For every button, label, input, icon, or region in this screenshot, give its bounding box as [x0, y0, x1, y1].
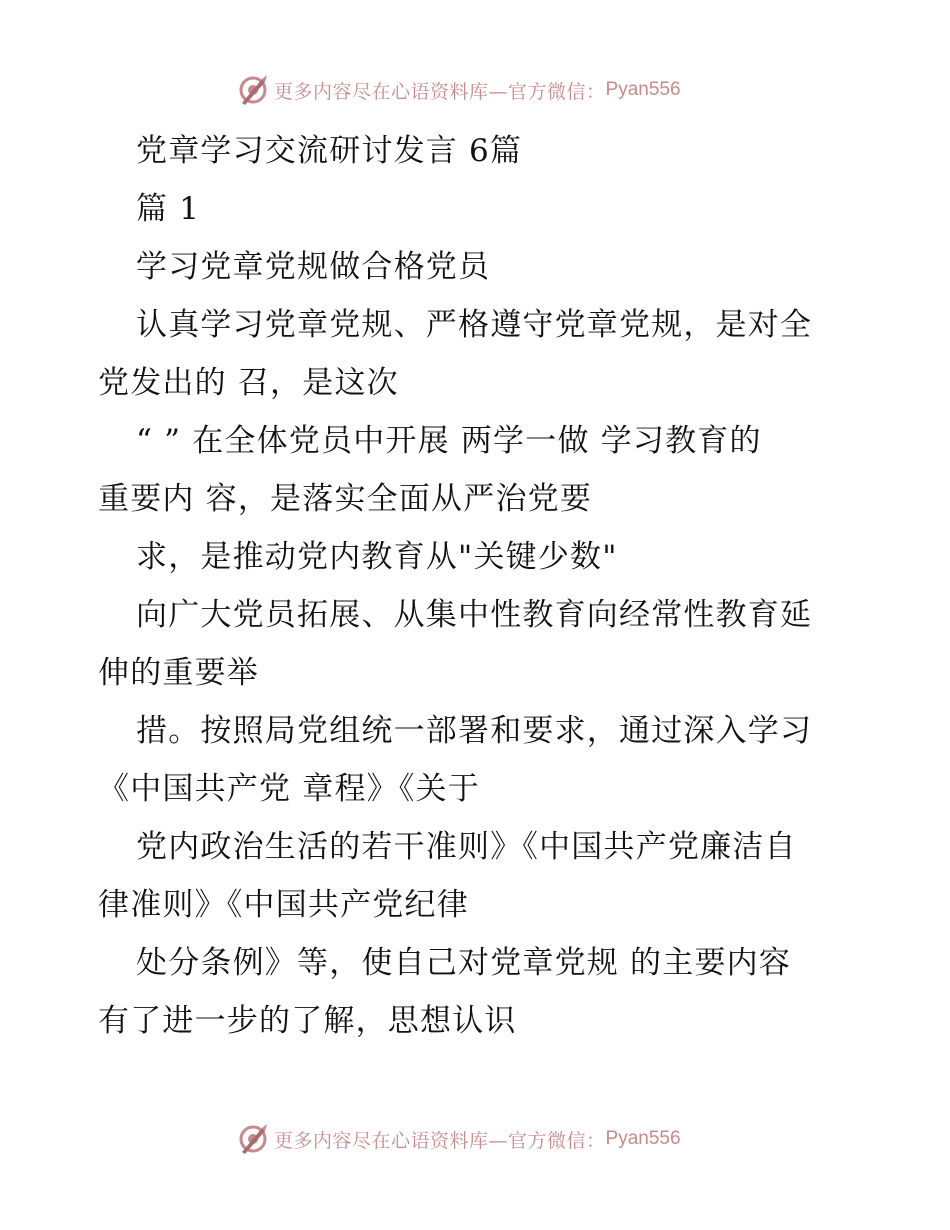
paragraph-line: 《中国共产党 章程》《关于 — [98, 771, 480, 807]
document-title: 党章学习交流研讨发言 6篇 — [136, 133, 523, 169]
paragraph-line: “ ” 在全体党员中开展 两学一做 学习教育的 — [136, 423, 762, 459]
paragraph-line: 重要内 容，是落实全面从严治党要 — [98, 481, 593, 517]
paragraph-line: 有了进一步的了解，思想认识 — [98, 1003, 517, 1039]
section-heading: 篇 1 — [136, 191, 201, 227]
paragraph-line: 向广大党员拓展、从集中性教育向经常性教育延 — [136, 597, 813, 633]
footer-wechat-id: Pyan556 — [605, 1128, 681, 1149]
article-title: 学习党章党规做合格党员 — [136, 249, 491, 285]
paragraph-line: 措。按照局党组统一部署和要求，通过深入学习 — [136, 713, 813, 749]
paragraph-line: 伸的重要举 — [98, 655, 259, 691]
footer-banner-text: 更多内容尽在心语资料库—官方微信： — [274, 1129, 606, 1152]
paragraph-line: 求，是推动党内教育从"关键少数" — [136, 539, 618, 575]
document-body — [98, 122, 858, 1050]
quill-swirl-logo-icon — [236, 1122, 270, 1156]
header-banner — [236, 72, 681, 108]
header-banner-text: 更多内容尽在心语资料库—官方微信： — [274, 80, 606, 103]
header-wechat-id: Pyan556 — [605, 79, 681, 100]
paragraph-line: 党内政治生活的若干准则》《中国共产党廉洁自 — [136, 829, 797, 865]
paragraph-line: 处分条例》等，使自己对党章党规 的主要内容 — [136, 945, 792, 981]
paragraph-line: 党发出的 召，是这次 — [98, 365, 399, 401]
footer-banner — [236, 1121, 681, 1157]
paragraph-line: 认真学习党章党规、严格遵守党章党规，是对全 — [136, 307, 813, 343]
quill-swirl-logo-icon — [236, 73, 270, 107]
paragraph-line: 律准则》《中国共产党纪律 — [98, 887, 469, 923]
